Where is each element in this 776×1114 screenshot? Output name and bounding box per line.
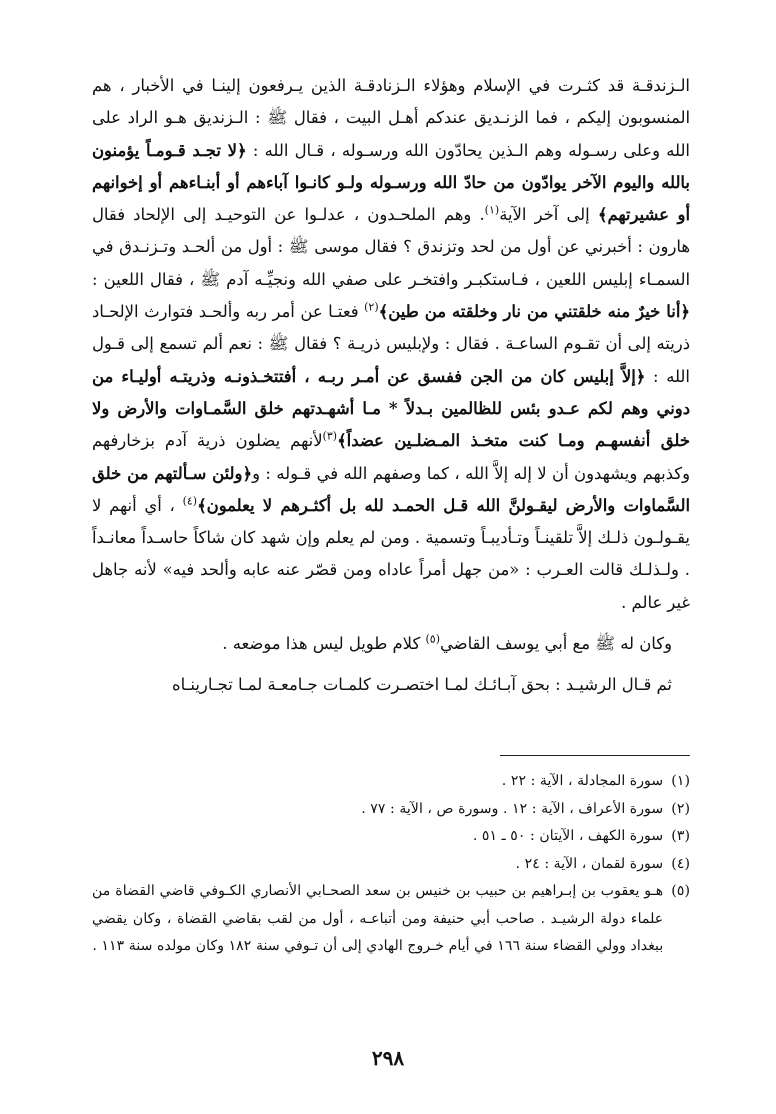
footnote-text: سورة الكهف ، الآيتان : ٥٠ ـ ٥١ . xyxy=(472,828,664,844)
footnote-separator xyxy=(500,755,690,756)
text-run: ، أي أنهم لا يقـولـون ذلـك إلاَّ تلقينـاً وتـأديبـاً وتسمية . ومن لم يعلم وإن شهد كان شاكاً حاسـداً معانـداً . ولـذلـك قالت العـرب : «من جهل أمراً عاداه ومن قصّر عنه عابه وألحد فيه» لأنه جاهل غير عالم . xyxy=(92,495,690,612)
footnote-text: سورة المجادلة ، الآية : ٢٢ . xyxy=(501,773,664,789)
page-number: ٢٩٨ xyxy=(371,1046,405,1070)
footnotes xyxy=(92,768,690,961)
footnote-text: سورة لقمان ، الآية : ٢٤ . xyxy=(515,855,664,872)
quran-verse: ﴿إلاَّ إبليس كان من الجن ففسق عن أمـر ربـه ، أفتتخـذونـه وذريتـه أوليـاء من دوني وهم لكم عـدو بئس للظالمين بـدلاً * مـا أشهـدتهم خلق السَّمـاوات والأرض ولا خلق أنفسهـم ومـا كنت متخـذ المـضلـين عضداً﴾ xyxy=(92,366,690,451)
footnote-ref: (٥) xyxy=(425,632,440,646)
footnote-text: سورة الأعراف ، الآية : ١٢ . وسورة ص ، الآية : ٧٧ . xyxy=(361,800,664,817)
footnote-ref: (٤) xyxy=(182,494,198,508)
footnote-ref: (٢) xyxy=(364,300,379,314)
footnote-3 xyxy=(92,823,690,851)
text-run: لأنهم يضلون ذرية آدم بزخارفهم وكذبهم ويشهدون أن لا إله إلاَّ الله ، كما وصفهم الله في قـوله : و xyxy=(92,431,690,483)
text-run: إلى آخر الآية xyxy=(499,205,598,225)
quran-verse: ﴿ولئن سـألتهم من خلق السَّماوات والأرض ليقـولنَّ الله قـل الحمـد لله بل أكثـرهم لا يعلمون﴾ xyxy=(92,463,690,515)
footnote-number: (٢) xyxy=(671,800,690,817)
main-text xyxy=(92,70,690,702)
footnote-number: (٤) xyxy=(671,855,690,872)
footnote-2 xyxy=(92,796,690,824)
quran-verse: ﴿لا تجـد قـومـاً يؤمنون بالله واليوم الآخر يوادّون من حادّ الله ورسـوله ولـو كانـوا آباءهم أو أبنـاءهم أو إخوانهم أو عشيرتهم﴾ xyxy=(92,140,691,225)
footnote-5 xyxy=(92,878,690,961)
quran-verse: ﴿أنا خيرٌ منه خلقتني من نار وخلقته من طين﴾ xyxy=(378,302,690,322)
footnote-ref: (١) xyxy=(484,203,500,217)
footnote-text: هـو يعقوب بن إبـراهيم بن حبيب بن خنيس بن سعد الصحـابي الأنصاري الكـوفي قاضي القضاة من علماء دولة الرشيـد . صاحب أبي حنيفة ومن أتباعـه ، أول من لقب بقاضي القضاة ، وكان يقضي ببغداد وولي القضاء سنة ١٦٦ في أيام خـروج الهادي إلى أن تـوفي سنة ١٨٢ وكان مولده سنة ١١٣ . xyxy=(92,883,664,954)
paragraph-1 xyxy=(92,70,690,619)
paragraph-2 xyxy=(92,628,690,660)
footnote-number: (٣) xyxy=(671,828,690,844)
footnote-number: (١) xyxy=(671,773,690,789)
paragraph-3: ثم قـال الرشيـد : بحق آبـائـك لمـا اختصـرت كلمـات جـامعـة لمـا تجـارينـاه xyxy=(172,675,672,695)
footnote-4 xyxy=(92,851,690,879)
footnote-number: (٥) xyxy=(671,883,690,899)
text-run: وكان له ﷺ مع أبي يوسف القاضي xyxy=(439,634,672,654)
text-run: كلام طويل ليس هذا موضعه . xyxy=(222,634,426,654)
text-run: الـزندقـة قد كثـرت في الإسلام وهؤلاء الـزنادقـة الذين يـرفعون إلينـا في الأخبار ، هم المنسوبون إليكم ، فما الزنـديق عندكم أهـل البيت ، فقال ﷺ : الـزنديق هـو الراد على الله وعلى رسـوله وهم الـذين يحادّون الله ورسـوله ، قـال الله : xyxy=(92,76,690,160)
text-run: فعتـا عن أمر ربه وألحـد فتوارث الإلحـاد ذريته إلى أن تقـوم الساعـة . فقال : ولإبليس ذريـة ؟ فقال ﷺ : نعم ألم تسمع إلى قـول الله : xyxy=(92,302,690,386)
footnote-ref: (٣) xyxy=(322,429,338,443)
footnote-1 xyxy=(92,768,690,796)
text-run: . وهم الملحـدون ، عدلـوا عن التوحيـد إلى الإلحاد فقال هارون : أخبرني عن أول من لحد وتزندق ؟ فقال موسى ﷺ : أول من ألحـد وتـزنـدق في السمـاء إبليس اللعين ، فـاستكبـر وافتخـر على صفي الله ونجيِّـه آدم ﷺ ، فقال اللعين : xyxy=(92,205,690,289)
